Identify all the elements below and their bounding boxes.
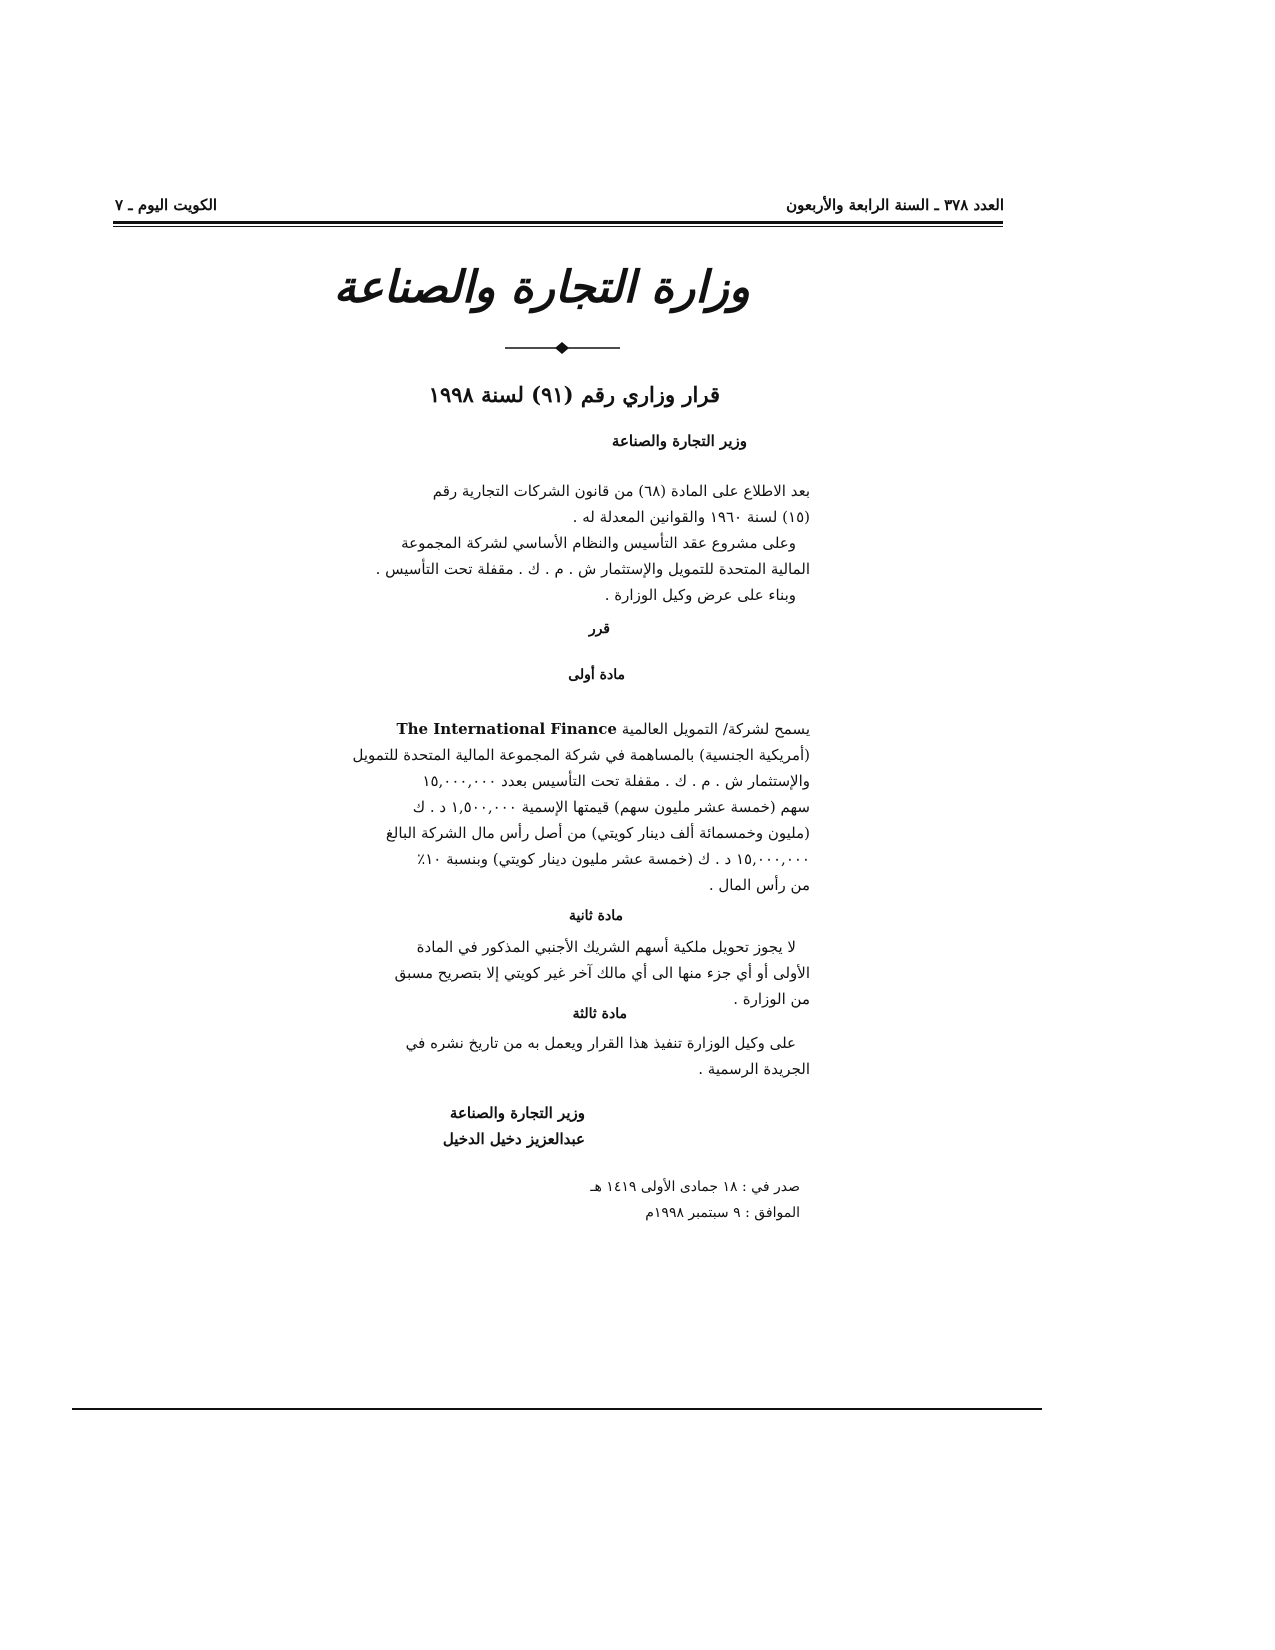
gregorian-date: الموافق : ٩ سبتمبر ١٩٩٨م [645,1205,800,1221]
hijri-date: صدر في : ١٨ جمادى الأولى ١٤١٩ هـ [590,1179,800,1195]
page-number-header: الكويت اليوم ـ ٧ [115,196,218,214]
preamble-line: وبناء على عرض وكيل الوزارة . [604,586,796,604]
issuer-title: وزير التجارة والصناعة [611,432,747,450]
preamble-line: المالية المتحدة للتمويل والإستثمار ش . م . ك . مقفلة تحت التأسيس . [375,560,810,578]
preamble [350,478,810,608]
article-1-line: والإستثمار ش . م . ك . مقفلة تحت التأسيس بعدد ١٥,٠٠٠,٠٠٠ [422,772,810,790]
article-2-heading: مادة ثانية [569,908,623,924]
article-1-body [350,716,810,898]
article-1-line: (أمريكية الجنسية) بالمساهمة في شركة المجموعة المالية المتحدة للتمويل [352,746,810,764]
issue-info: العدد ٣٧٨ ـ السنة الرابعة والأربعون [786,196,1004,214]
article-1-line: سهم (خمسة عشر مليون سهم) قيمتها الإسمية ١,٥٠٠,٠٠٠ د . ك [412,798,810,816]
article-2-line: من الوزارة . [733,990,810,1008]
header-rule-thin [113,226,1003,227]
preamble-line: بعد الاطلاع على المادة (٦٨) من قانون الشركات التجارية رقم [432,482,810,500]
article-3-heading: مادة ثالثة [572,1006,627,1022]
article-3-line: الجريدة الرسمية . [698,1060,810,1078]
company-name-english: The International Finance [396,720,617,738]
article-2-line: الأولى أو أي جزء منها الى أي مالك آخر غير كويتي إلا بتصريح مسبق [394,964,810,982]
decree-title: قرار وزاري رقم (٩١) لسنة ١٩٩٨ [428,382,720,407]
preamble-line: (١٥) لسنة ١٩٦٠ والقوانين المعدلة له . [572,508,810,526]
article-1-line: ١٥,٠٠٠,٠٠٠ د . ك (خمسة عشر مليون دينار كويتي) وبنسبة ١٠٪ [417,850,810,868]
article-3-line: على وكيل الوزارة تنفيذ هذا القرار ويعمل به من تاريخ نشره في [405,1034,796,1052]
header-rule-thick [113,221,1003,224]
article-1-line: من رأس المال . [708,876,810,894]
article-1-heading: مادة أولى [568,667,625,683]
resolved-heading: قرر [588,621,610,637]
signatory-name: عبدالعزيز دخيل الدخيل [442,1130,585,1148]
article-1-line: (مليون وخمسمائة ألف دينار كويتي) من أصل رأس مال الشركة البالغ [385,824,810,842]
ornament-divider-icon [505,338,620,358]
article-2-body [350,934,810,1012]
article-1-intro: يسمح لشركة/ التمويل العالمية [621,720,810,738]
article-3-body [350,1030,810,1082]
issue-dates [590,1174,800,1226]
article-2-line: لا يجوز تحويل ملكية أسهم الشريك الأجنبي المذكور في المادة [416,938,796,956]
preamble-line: وعلى مشروع عقد التأسيس والنظام الأساسي لشركة المجموعة [401,534,796,552]
ministry-name: وزارة التجارة والصناعة [333,262,750,313]
article-1-line [350,716,810,742]
signatory-title: وزير التجارة والصناعة [449,1104,585,1122]
footer-rule [72,1408,1042,1410]
signature-block [443,1100,585,1152]
